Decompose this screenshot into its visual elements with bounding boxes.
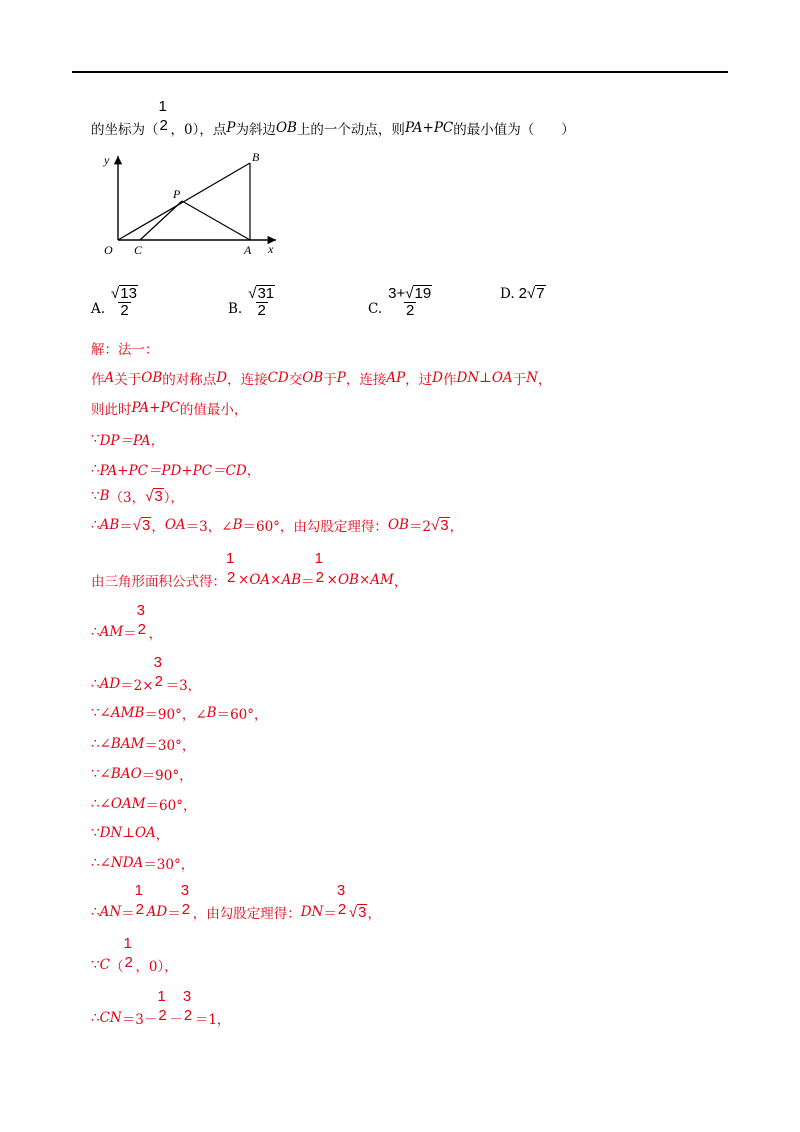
solution-line-18: ∵ C （ 1 2 ，0）， <box>91 935 178 975</box>
solution-line-7: ∴ AB ＝ √ 3 ， OA ＝3，∠ B ＝60°，由勾股定理得： OB ＝2 √ 3 ， <box>91 516 464 535</box>
solution-line-12: ∴∠ BAM ＝30°， <box>91 736 196 754</box>
label-y: y <box>104 153 110 167</box>
question-text: 上的一个动点，则 <box>296 122 405 138</box>
var-pa-pc: PA+PC <box>404 120 454 136</box>
var-ob: OB <box>275 120 297 136</box>
question-text: ，0），点 <box>170 122 227 138</box>
solution-line-19: ∴ CN ＝3－ 1 2 － 3 2 ＝1， <box>91 988 231 1028</box>
option-a: A. √ 13 2 <box>91 285 137 319</box>
label-o: O <box>104 243 113 257</box>
option-d-sqrt: 2 √ 7 <box>518 285 545 302</box>
solution-line-14: ∴∠ OAM ＝60°， <box>91 796 197 814</box>
solution-line-15: ∵ DN ⊥ OA ， <box>91 825 170 843</box>
segment-pc <box>140 201 182 240</box>
question-text: 的坐标为（ <box>91 122 159 138</box>
header-rule <box>72 71 728 73</box>
question-text: 的最小值为（ ） <box>453 122 575 138</box>
solution-line-16: ∴∠ NDA ＝30°， <box>91 855 195 873</box>
solution-line-4: ∵ DP＝PA ， <box>91 431 165 449</box>
option-d: D. 2 √ 7 <box>500 285 545 302</box>
question-fraction: 1 2 <box>158 98 168 134</box>
question-text: 为斜边 <box>235 122 276 138</box>
solution-line-8: 由三角形面积公式得： 1 2 × OA × AB ＝ 1 2 × OB × AM ， <box>91 550 408 590</box>
label-p: P <box>173 187 181 201</box>
solution-line-17: ∴ AN ＝ 1 2 AD ＝ 3 2 ，由勾股定理得： DN ＝ 3 2 √ 3 ， <box>91 882 381 922</box>
solution-line-3: 则此时 PA+PC 的值最小， <box>91 400 248 418</box>
segment-pa <box>182 201 250 240</box>
solution-line-11: ∵∠ AMB ＝90°，∠ B ＝60°， <box>91 705 268 723</box>
question-line <box>91 98 575 138</box>
option-a-fraction: √ 13 2 <box>111 285 137 319</box>
option-c: C. 3+ √ 19 2 <box>368 285 432 319</box>
label-x: x <box>268 242 274 256</box>
option-b: B. √ 31 2 <box>228 285 275 319</box>
solution-heading: 解：法一： <box>91 342 159 358</box>
geometry-diagram <box>96 146 286 262</box>
solution-line-9: ∴ AM ＝ 3 2 ， <box>91 602 163 642</box>
label-c: C <box>134 243 143 257</box>
solution-line-13: ∵∠ BAO ＝90°， <box>91 766 193 784</box>
solution-line-10: ∴ AD ＝2× 3 2 ＝3， <box>91 654 202 694</box>
option-b-fraction: √ 31 2 <box>248 285 275 319</box>
solution-line-2: 作 A 关于 OB 的对称点 D ，连接 CD 交 OB 于 P ，连接 AP ，过 D 作 DN ⊥ OA 于 N ， <box>91 370 552 388</box>
label-b: B <box>252 150 260 164</box>
solution-line-5: ∴ PA+PC＝PD+PC＝CD ， <box>91 461 261 479</box>
var-p: P <box>226 120 236 136</box>
solution-line-6: ∵ B （3， √ 3 ）， <box>91 487 184 506</box>
label-a: A <box>244 243 252 257</box>
option-c-fraction: 3+ √ 19 2 <box>388 285 432 319</box>
